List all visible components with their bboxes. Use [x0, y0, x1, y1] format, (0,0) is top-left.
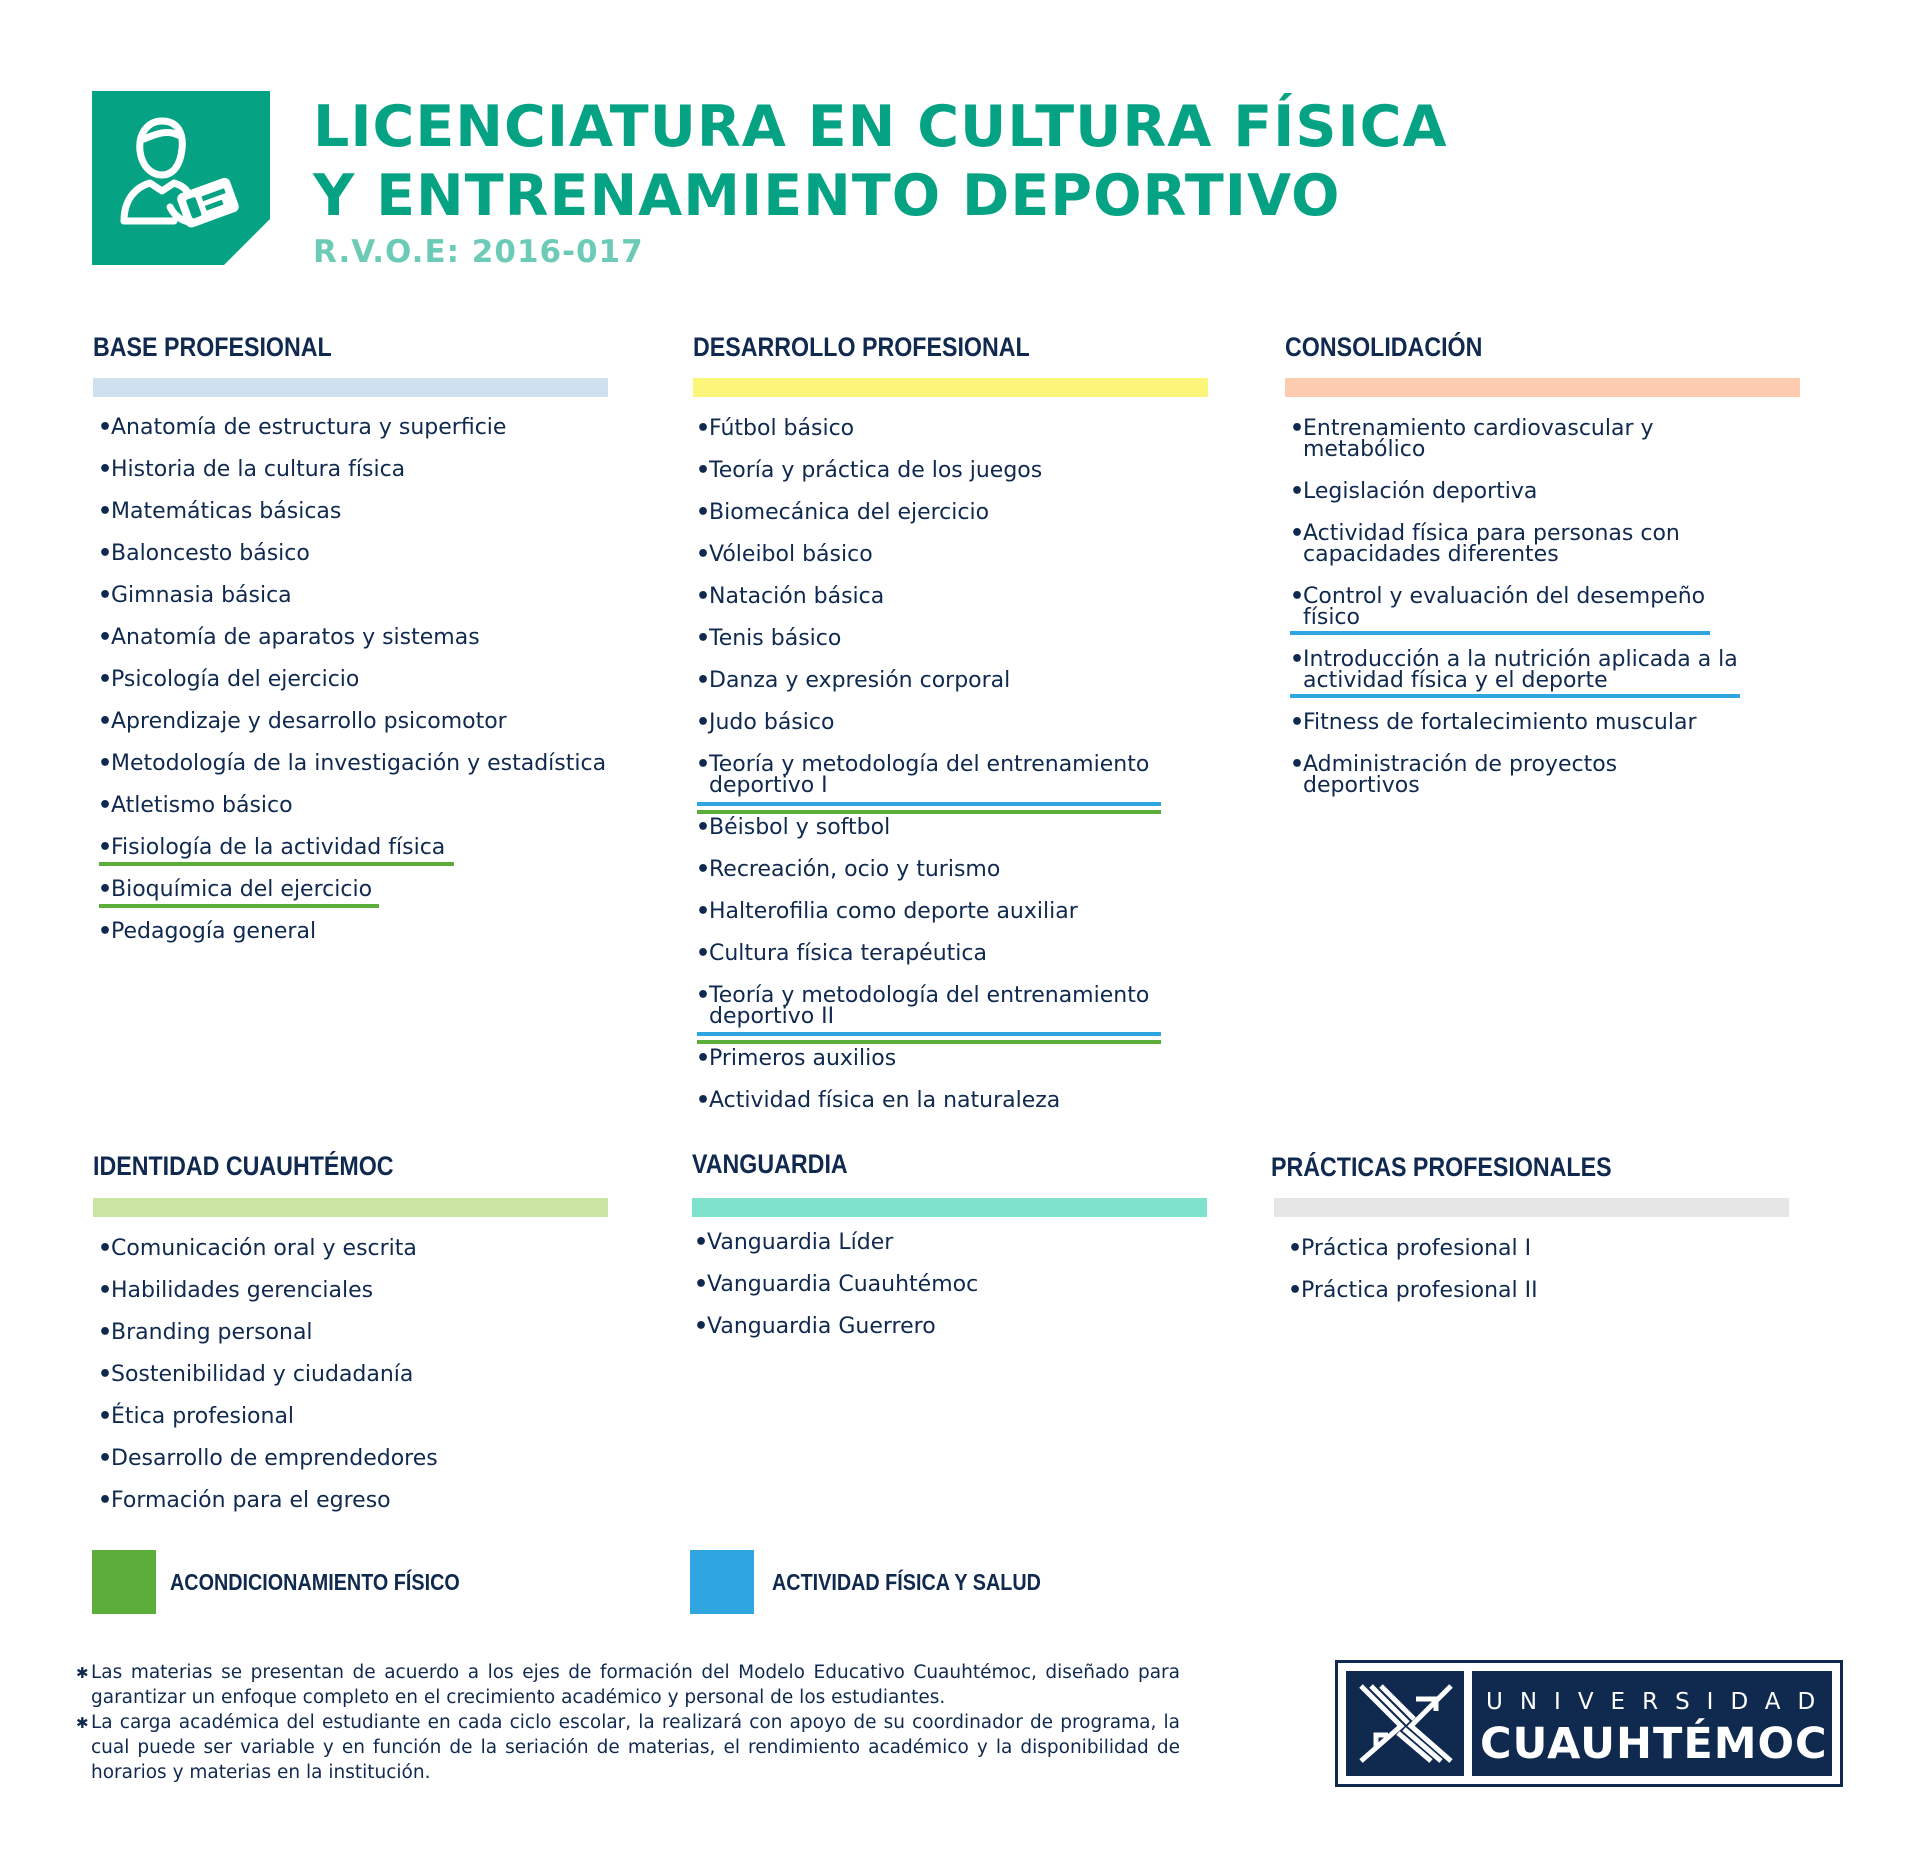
list-item	[696, 460, 1042, 481]
list-item	[694, 1316, 936, 1337]
bullet-icon: •	[98, 541, 113, 566]
legend-swatch-acondicionamiento	[92, 1550, 156, 1614]
bullet-icon: •	[694, 1272, 709, 1297]
list-item-label: Cultura física terapéutica	[709, 941, 987, 966]
bullet-icon: •	[1290, 479, 1305, 504]
list-item-label: Introducción a la nutrición aplicada a la actividad física y el deporte	[1303, 647, 1738, 693]
universidad-cuauhtemoc-logo	[1335, 1660, 1843, 1787]
list-item-label: Vanguardia Líder	[707, 1230, 894, 1255]
list-item	[696, 1048, 896, 1069]
bullet-icon: •	[98, 835, 113, 860]
list-item-label: Vanguardia Cuauhtémoc	[707, 1272, 979, 1297]
bullet-icon: •	[98, 793, 113, 818]
list-item-label: Administración de proyectos deportivos	[1303, 752, 1618, 798]
list-item	[98, 921, 316, 942]
list-item-label: Branding personal	[111, 1320, 313, 1345]
bullet-icon: •	[696, 542, 711, 567]
section-bar-identidad	[93, 1198, 608, 1217]
list-item-label: Primeros auxilios	[709, 1046, 897, 1071]
bullet-icon: •	[98, 1488, 113, 1513]
track-underline-acondicionamiento	[697, 810, 1161, 814]
track-underline-actividad	[1290, 631, 1710, 635]
bullet-icon: •	[98, 415, 113, 440]
section-bar-practicas	[1274, 1198, 1789, 1217]
section-bar-consolidacion	[1285, 378, 1800, 397]
bullet-icon: •	[98, 751, 113, 776]
list-item	[98, 1448, 438, 1469]
list-item-label: Legislación deportiva	[1303, 479, 1538, 504]
list-item	[98, 837, 445, 858]
list-item-label: Béisbol y softbol	[709, 815, 891, 840]
list-item-label: Control y evaluación del desempeño físico	[1303, 584, 1706, 630]
track-underline-acondicionamiento	[99, 862, 454, 866]
section-bar-desarrollo-profesional	[693, 378, 1208, 397]
list-item-label: Atletismo básico	[111, 793, 293, 818]
list-item-label: Entrenamiento cardiovascular y metabólico	[1303, 416, 1654, 462]
bullet-icon: •	[98, 667, 113, 692]
list-item	[98, 1238, 417, 1259]
list-item-label: Danza y expresión corporal	[709, 668, 1011, 693]
track-underline-actividad	[1290, 694, 1740, 698]
bullet-icon: •	[98, 457, 113, 482]
bullet-icon: •	[1288, 1236, 1303, 1261]
list-item	[696, 502, 989, 523]
bullet-icon: •	[1290, 584, 1305, 609]
logo-wordmark-universidad: UNIVERSIDAD	[1486, 1689, 1833, 1715]
list-item-label: Fisiología de la actividad física	[111, 835, 446, 860]
list-item	[98, 543, 310, 564]
section-desarrollo-profesional	[693, 331, 1085, 364]
list-item-label: Tenis básico	[709, 626, 842, 651]
bullet-icon: •	[696, 584, 711, 609]
bullet-icon: •	[98, 1362, 113, 1387]
bullet-icon: •	[696, 752, 711, 777]
footnotes	[76, 1660, 1180, 1785]
title-line-1: LICENCIATURA EN CULTURA FÍSICA	[313, 94, 1448, 160]
list-item-label: Historia de la cultura física	[111, 457, 406, 482]
bullet-icon: •	[98, 1446, 113, 1471]
list-item	[98, 1322, 313, 1343]
footnote: ✱ La carga académica del estudiante en cada ciclo escolar, la realizará con apoyo de su coordinador de programa, la cual puede ser variable y en función de la seriación de materias, el rendimiento académico y la disponibilidad de horarios y materias en la institución.	[76, 1712, 1180, 1783]
program-title	[313, 93, 1448, 231]
bullet-icon: •	[1290, 416, 1305, 441]
logo-wordmark-cuauhtemoc: CUAUHTÉMOC	[1480, 1719, 1828, 1769]
person-with-id-card-icon	[92, 91, 270, 265]
list-item-label: Fútbol básico	[709, 416, 855, 441]
bullet-icon: •	[98, 583, 113, 608]
list-item-label: Psicología del ejercicio	[111, 667, 360, 692]
bullet-icon: •	[98, 1278, 113, 1303]
bullet-icon: •	[696, 710, 711, 735]
legend-label-actividad: ACTIVIDAD FÍSICA Y SALUD	[772, 1569, 1041, 1595]
list-item-label: Baloncesto básico	[111, 541, 310, 566]
list-item	[98, 1490, 391, 1511]
list-item	[696, 901, 1078, 922]
bullet-icon: •	[696, 668, 711, 693]
list-item	[1290, 523, 1680, 565]
bullet-icon: •	[694, 1314, 709, 1339]
bullet-icon: •	[1290, 710, 1305, 735]
list-item-label: Práctica profesional I	[1301, 1236, 1532, 1261]
list-item	[696, 817, 890, 838]
list-item	[98, 417, 506, 438]
list-item	[1290, 418, 1654, 460]
section-practicas-profesionales	[1271, 1151, 1667, 1184]
list-item-label: Formación para el egreso	[111, 1488, 391, 1513]
bullet-icon: •	[696, 899, 711, 924]
list-item	[98, 795, 293, 816]
list-item-label: Fitness de fortalecimiento muscular	[1303, 710, 1697, 735]
bullet-icon: •	[98, 919, 113, 944]
bullet-icon: •	[98, 625, 113, 650]
rvoe-code: R.V.O.E: 2016-017	[313, 234, 644, 270]
list-item-label: Práctica profesional II	[1301, 1278, 1538, 1303]
bullet-icon: •	[696, 815, 711, 840]
legend-label-acondicionamiento: ACONDICIONAMIENTO FÍSICO	[170, 1569, 460, 1595]
list-item-label: Gimnasia básica	[111, 583, 292, 608]
list-item	[1290, 649, 1738, 691]
section-title: PRÁCTICAS PROFESIONALES	[1271, 1152, 1612, 1182]
bullet-icon: •	[694, 1230, 709, 1255]
section-title: VANGUARDIA	[692, 1149, 848, 1179]
list-item	[1290, 754, 1617, 796]
footnote: ✱ Las materias se presentan de acuerdo a los ejes de formación del Modelo Educativo Cuauhtémoc, diseñado para garantizar un enfoque completo en el crecimiento académico y personal de los estudiantes.	[76, 1662, 1180, 1708]
section-title: DESARROLLO PROFESIONAL	[693, 332, 1030, 362]
list-item-label: Matemáticas básicas	[111, 499, 342, 524]
list-item-label: Teoría y práctica de los juegos	[709, 458, 1043, 483]
bullet-icon: •	[1290, 752, 1305, 777]
section-vanguardia	[692, 1148, 873, 1181]
list-item-label: Recreación, ocio y turismo	[709, 857, 1001, 882]
list-item-label: Sostenibilidad y ciudadanía	[111, 1362, 414, 1387]
section-consolidacion	[1285, 331, 1515, 364]
list-item-label: Desarrollo de emprendedores	[111, 1446, 438, 1471]
list-item-label: Actividad física para personas con capacidades diferentes	[1303, 521, 1680, 567]
list-item-label: Halterofilia como deporte auxiliar	[709, 899, 1078, 924]
list-item	[98, 585, 292, 606]
section-title: CONSOLIDACIÓN	[1285, 332, 1483, 362]
list-item	[98, 879, 372, 900]
list-item-label: Ética profesional	[111, 1404, 295, 1429]
list-item	[696, 628, 841, 649]
list-item	[98, 1406, 294, 1427]
track-underline-acondicionamiento	[697, 1040, 1161, 1044]
bullet-icon: •	[98, 499, 113, 524]
bullet-icon: •	[696, 941, 711, 966]
bullet-icon: •	[98, 877, 113, 902]
bullet-icon: •	[696, 1046, 711, 1071]
list-item	[696, 418, 854, 439]
list-item	[696, 754, 1149, 796]
list-item	[694, 1274, 978, 1295]
list-item	[696, 544, 873, 565]
bullet-icon: •	[696, 626, 711, 651]
list-item-label: Anatomía de aparatos y sistemas	[111, 625, 480, 650]
track-underline-acondicionamiento	[99, 904, 379, 908]
bullet-icon: •	[98, 709, 113, 734]
bullet-icon: •	[696, 1088, 711, 1113]
section-base-profesional	[93, 331, 371, 364]
list-item	[1290, 586, 1705, 628]
bullet-icon: •	[696, 983, 711, 1008]
list-item-label: Habilidades gerenciales	[111, 1278, 374, 1303]
section-title: BASE PROFESIONAL	[93, 332, 332, 362]
list-item	[1290, 712, 1697, 733]
bullet-icon: •	[98, 1236, 113, 1261]
section-title: IDENTIDAD CUAUHTÉMOC	[93, 1151, 394, 1181]
list-item-label: Anatomía de estructura y superficie	[111, 415, 507, 440]
list-item	[694, 1232, 893, 1253]
list-item	[98, 501, 341, 522]
list-item-label: Vóleibol básico	[709, 542, 873, 567]
list-item	[696, 859, 1000, 880]
bullet-icon: •	[696, 857, 711, 882]
list-item-label: Teoría y metodología del entrenamiento deportivo II	[709, 983, 1150, 1029]
list-item	[98, 669, 359, 690]
list-item-label: Teoría y metodología del entrenamiento deportivo I	[709, 752, 1150, 798]
list-item	[696, 985, 1149, 1027]
list-item	[1288, 1280, 1538, 1301]
list-item	[696, 943, 987, 964]
track-underline-actividad	[697, 802, 1161, 806]
university-emblem-icon	[1356, 1681, 1456, 1766]
bullet-icon: •	[696, 416, 711, 441]
list-item	[98, 1280, 373, 1301]
list-item-label: Comunicación oral y escrita	[111, 1236, 417, 1261]
list-item-label: Aprendizaje y desarrollo psicomotor	[111, 709, 507, 734]
list-item	[696, 712, 834, 733]
bullet-icon: •	[1290, 647, 1305, 672]
legend-swatch-actividad	[690, 1550, 754, 1614]
list-item-label: Biomecánica del ejercicio	[709, 500, 990, 525]
section-bar-vanguardia	[692, 1198, 1207, 1217]
list-item	[1290, 481, 1537, 502]
list-item	[98, 711, 507, 732]
list-item-label: Natación básica	[709, 584, 885, 609]
bullet-icon: •	[696, 458, 711, 483]
list-item	[696, 670, 1010, 691]
list-item-label: Actividad física en la naturaleza	[709, 1088, 1061, 1113]
bullet-icon: •	[1290, 521, 1305, 546]
title-line-2: Y ENTRENAMIENTO DEPORTIVO	[313, 163, 1341, 229]
track-underline-actividad	[697, 1032, 1161, 1036]
list-item	[98, 459, 405, 480]
logo-divider	[1464, 1671, 1472, 1776]
bullet-icon: •	[98, 1320, 113, 1345]
bullet-icon: •	[696, 500, 711, 525]
list-item	[1288, 1238, 1531, 1259]
list-item	[98, 627, 480, 648]
bullet-icon: •	[98, 1404, 113, 1429]
list-item-label: Bioquímica del ejercicio	[111, 877, 373, 902]
list-item-label: Judo básico	[709, 710, 835, 735]
list-item	[696, 586, 884, 607]
bullet-icon: •	[1288, 1278, 1303, 1303]
list-item	[696, 1090, 1060, 1111]
list-item-label: Pedagogía general	[111, 919, 317, 944]
list-item	[98, 753, 606, 774]
list-item-label: Metodología de la investigación y estadística	[111, 751, 607, 776]
section-bar-base-profesional	[93, 378, 608, 397]
list-item	[98, 1364, 413, 1385]
section-identidad-cuauhtemoc	[93, 1150, 442, 1183]
list-item-label: Vanguardia Guerrero	[707, 1314, 936, 1339]
